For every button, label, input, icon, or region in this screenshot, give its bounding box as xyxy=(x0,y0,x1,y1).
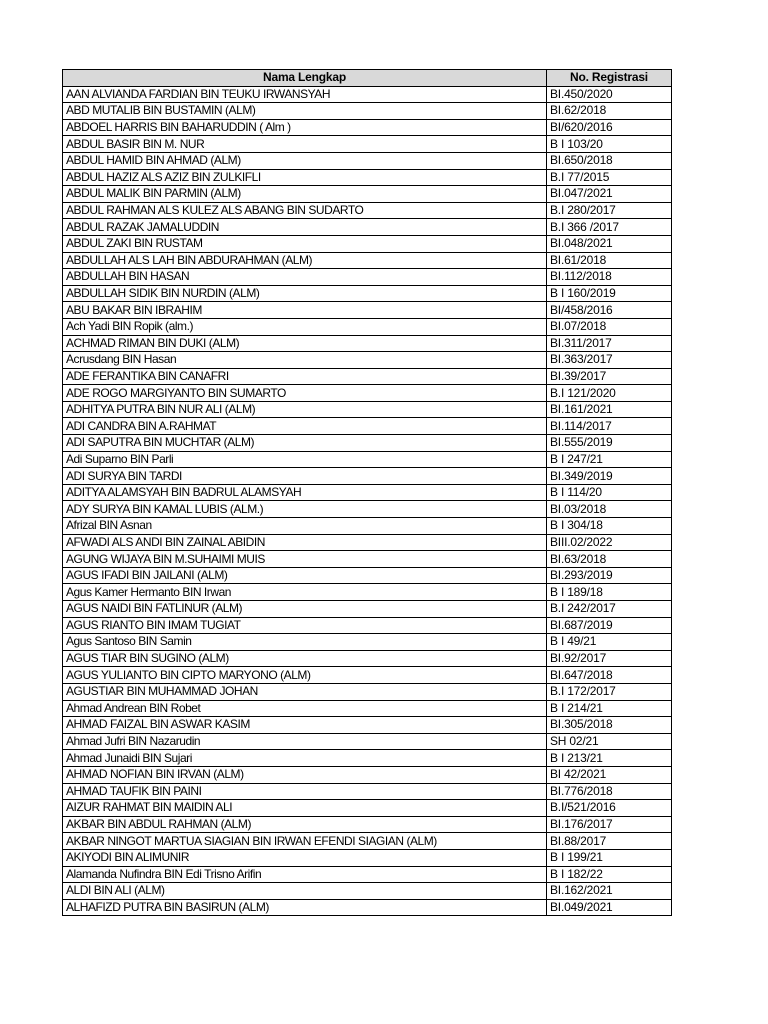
table-row xyxy=(63,235,672,252)
table-row xyxy=(63,152,672,169)
registration-cell: BI.114/2017 xyxy=(547,418,672,435)
registration-cell: BI.61/2018 xyxy=(547,252,672,269)
table-row xyxy=(63,800,672,817)
table-row xyxy=(63,435,672,452)
name-cell: ACHMAD RIMAN BIN DUKI (ALM) xyxy=(63,335,547,352)
registration-cell: B.I 77/2015 xyxy=(547,169,672,186)
name-cell: ADI CANDRA BIN A.RAHMAT xyxy=(63,418,547,435)
name-cell: ABDUL RAHMAN ALS KULEZ ALS ABANG BIN SUDARTO xyxy=(63,202,547,219)
registration-cell: B I 247/21 xyxy=(547,451,672,468)
name-cell: Alamanda Nufindra BIN Edi Trisno Arifin xyxy=(63,866,547,883)
name-cell: ADY SURYA BIN KAMAL LUBIS (ALM.) xyxy=(63,501,547,518)
name-cell: ABDUL RAZAK JAMALUDDIN xyxy=(63,219,547,236)
name-cell: ABDUL BASIR BIN M. NUR xyxy=(63,136,547,153)
table-row xyxy=(63,650,672,667)
registration-cell: BI.112/2018 xyxy=(547,269,672,286)
name-cell: ALHAFIZD PUTRA BIN BASIRUN (ALM) xyxy=(63,899,547,916)
name-cell: AKIYODI BIN ALIMUNIR xyxy=(63,849,547,866)
table-row xyxy=(63,634,672,651)
name-cell: ABDUL HAZIZ ALS AZIZ BIN ZULKIFLI xyxy=(63,169,547,186)
registration-cell: B I 304/18 xyxy=(547,518,672,535)
registration-cell: B.I 242/2017 xyxy=(547,601,672,618)
table-row xyxy=(63,667,672,684)
registration-table xyxy=(62,69,672,916)
table-body xyxy=(63,86,672,916)
table-row xyxy=(63,318,672,335)
table-row xyxy=(63,401,672,418)
registration-sheet xyxy=(62,69,671,916)
column-header-name: Nama Lengkap xyxy=(63,70,547,87)
registration-cell: BI.363/2017 xyxy=(547,352,672,369)
table-row xyxy=(63,501,672,518)
table-row xyxy=(63,186,672,203)
registration-cell: BI.687/2019 xyxy=(547,617,672,634)
name-cell: ABDULLAH ALS LAH BIN ABDURAHMAN (ALM) xyxy=(63,252,547,269)
table-row xyxy=(63,385,672,402)
name-cell: AHMAD FAIZAL BIN ASWAR KASIM xyxy=(63,717,547,734)
registration-cell: BI.305/2018 xyxy=(547,717,672,734)
table-row xyxy=(63,484,672,501)
name-cell: ABDULLAH BIN HASAN xyxy=(63,269,547,286)
registration-cell: BI.39/2017 xyxy=(547,368,672,385)
table-row xyxy=(63,584,672,601)
name-cell: AKBAR BIN ABDUL RAHMAN (ALM) xyxy=(63,816,547,833)
name-cell: AGUS IFADI BIN JAILANI (ALM) xyxy=(63,567,547,584)
name-cell: AHMAD NOFIAN BIN IRVAN (ALM) xyxy=(63,766,547,783)
table-row xyxy=(63,883,672,900)
name-cell: Ach Yadi BIN Ropik (alm.) xyxy=(63,318,547,335)
table-header-row xyxy=(63,70,672,87)
name-cell: AGUNG WIJAYA BIN M.SUHAIMI MUIS xyxy=(63,551,547,568)
table-row xyxy=(63,683,672,700)
registration-cell: BI.176/2017 xyxy=(547,816,672,833)
registration-cell: BI.88/2017 xyxy=(547,833,672,850)
registration-cell: B I 182/22 xyxy=(547,866,672,883)
name-cell: AGUS RIANTO BIN IMAM TUGIAT xyxy=(63,617,547,634)
registration-cell: BI.62/2018 xyxy=(547,103,672,120)
registration-cell: B I 103/20 xyxy=(547,136,672,153)
column-header-registration: No. Registrasi xyxy=(547,70,672,87)
name-cell: AFWADI ALS ANDI BIN ZAINAL ABIDIN xyxy=(63,534,547,551)
table-row xyxy=(63,816,672,833)
name-cell: Ahmad Jufri BIN Nazarudin xyxy=(63,733,547,750)
table-row xyxy=(63,617,672,634)
table-row xyxy=(63,202,672,219)
registration-cell: B I 189/18 xyxy=(547,584,672,601)
table-row xyxy=(63,352,672,369)
table-row xyxy=(63,103,672,120)
table-row xyxy=(63,518,672,535)
table-row xyxy=(63,86,672,103)
registration-cell: BIII.02/2022 xyxy=(547,534,672,551)
registration-cell: BI.776/2018 xyxy=(547,783,672,800)
table-row xyxy=(63,119,672,136)
table-row xyxy=(63,866,672,883)
registration-cell: BI/458/2016 xyxy=(547,302,672,319)
name-cell: Acrusdang BIN Hasan xyxy=(63,352,547,369)
registration-cell: BI.161/2021 xyxy=(547,401,672,418)
registration-cell: BI/620/2016 xyxy=(547,119,672,136)
registration-cell: B I 160/2019 xyxy=(547,285,672,302)
registration-cell: BI.162/2021 xyxy=(547,883,672,900)
registration-cell: BI 42/2021 xyxy=(547,766,672,783)
name-cell: Afrizal BIN Asnan xyxy=(63,518,547,535)
registration-cell: SH 02/21 xyxy=(547,733,672,750)
table-row xyxy=(63,136,672,153)
registration-cell: B.I 172/2017 xyxy=(547,683,672,700)
name-cell: ADI SURYA BIN TARDI xyxy=(63,468,547,485)
registration-cell: B.I 366 /2017 xyxy=(547,219,672,236)
name-cell: AGUS NAIDI BIN FATLINUR (ALM) xyxy=(63,601,547,618)
registration-cell: BI.92/2017 xyxy=(547,650,672,667)
registration-cell: B I 49/21 xyxy=(547,634,672,651)
table-row xyxy=(63,551,672,568)
name-cell: AGUS TIAR BIN SUGINO (ALM) xyxy=(63,650,547,667)
registration-cell: BI.349/2019 xyxy=(547,468,672,485)
registration-cell: B I 214/21 xyxy=(547,700,672,717)
table-row xyxy=(63,567,672,584)
registration-cell: BI.311/2017 xyxy=(547,335,672,352)
table-row xyxy=(63,849,672,866)
table-row xyxy=(63,418,672,435)
table-row xyxy=(63,285,672,302)
registration-cell: BI.555/2019 xyxy=(547,435,672,452)
table-row xyxy=(63,733,672,750)
table-row xyxy=(63,368,672,385)
name-cell: ADHITYA PUTRA BIN NUR ALI (ALM) xyxy=(63,401,547,418)
name-cell: ABU BAKAR BIN IBRAHIM xyxy=(63,302,547,319)
registration-cell: BI.647/2018 xyxy=(547,667,672,684)
table-row xyxy=(63,899,672,916)
name-cell: ADI SAPUTRA BIN MUCHTAR (ALM) xyxy=(63,435,547,452)
registration-cell: B.I/521/2016 xyxy=(547,800,672,817)
registration-cell: BI.048/2021 xyxy=(547,235,672,252)
table-row xyxy=(63,601,672,618)
registration-cell: B I 199/21 xyxy=(547,849,672,866)
table-row xyxy=(63,169,672,186)
name-cell: Adi Suparno BIN Parli xyxy=(63,451,547,468)
registration-cell: B I 114/20 xyxy=(547,484,672,501)
name-cell: ADITYA ALAMSYAH BIN BADRUL ALAMSYAH xyxy=(63,484,547,501)
name-cell: ABDUL HAMID BIN AHMAD (ALM) xyxy=(63,152,547,169)
name-cell: AAN ALVIANDA FARDIAN BIN TEUKU IRWANSYAH xyxy=(63,86,547,103)
table-row xyxy=(63,750,672,767)
table-row xyxy=(63,783,672,800)
registration-cell: BI.293/2019 xyxy=(547,567,672,584)
name-cell: Ahmad Andrean BIN Robet xyxy=(63,700,547,717)
registration-cell: BI.63/2018 xyxy=(547,551,672,568)
registration-cell: BI.03/2018 xyxy=(547,501,672,518)
registration-cell: BI.047/2021 xyxy=(547,186,672,203)
registration-cell: B I 213/21 xyxy=(547,750,672,767)
name-cell: AGUS YULIANTO BIN CIPTO MARYONO (ALM) xyxy=(63,667,547,684)
name-cell: Ahmad Junaidi BIN Sujari xyxy=(63,750,547,767)
registration-cell: BI.650/2018 xyxy=(547,152,672,169)
registration-cell: B.I 280/2017 xyxy=(547,202,672,219)
table-row xyxy=(63,302,672,319)
table-row xyxy=(63,717,672,734)
registration-cell: BI.07/2018 xyxy=(547,318,672,335)
registration-cell: BI.049/2021 xyxy=(547,899,672,916)
name-cell: ABD MUTALIB BIN BUSTAMIN (ALM) xyxy=(63,103,547,120)
name-cell: ALDI BIN ALI (ALM) xyxy=(63,883,547,900)
registration-cell: B.I 121/2020 xyxy=(547,385,672,402)
table-row xyxy=(63,833,672,850)
name-cell: AHMAD TAUFIK BIN PAINI xyxy=(63,783,547,800)
table-row xyxy=(63,269,672,286)
name-cell: AIZUR RAHMAT BIN MAIDIN ALI xyxy=(63,800,547,817)
table-row xyxy=(63,534,672,551)
table-row xyxy=(63,766,672,783)
table-row xyxy=(63,468,672,485)
registration-cell: BI.450/2020 xyxy=(547,86,672,103)
name-cell: AKBAR NINGOT MARTUA SIAGIAN BIN IRWAN EFENDI SIAGIAN (ALM) xyxy=(63,833,547,850)
name-cell: ADE ROGO MARGIYANTO BIN SUMARTO xyxy=(63,385,547,402)
table-row xyxy=(63,700,672,717)
name-cell: ABDUL MALIK BIN PARMIN (ALM) xyxy=(63,186,547,203)
name-cell: ABDULLAH SIDIK BIN NURDIN (ALM) xyxy=(63,285,547,302)
name-cell: ADE FERANTIKA BIN CANAFRI xyxy=(63,368,547,385)
table-row xyxy=(63,252,672,269)
name-cell: ABDUL ZAKI BIN RUSTAM xyxy=(63,235,547,252)
name-cell: Agus Kamer Hermanto BIN Irwan xyxy=(63,584,547,601)
name-cell: AGUSTIAR BIN MUHAMMAD JOHAN xyxy=(63,683,547,700)
table-row xyxy=(63,335,672,352)
table-row xyxy=(63,451,672,468)
name-cell: Agus Santoso BIN Samin xyxy=(63,634,547,651)
name-cell: ABDOEL HARRIS BIN BAHARUDDIN ( Alm ) xyxy=(63,119,547,136)
table-row xyxy=(63,219,672,236)
